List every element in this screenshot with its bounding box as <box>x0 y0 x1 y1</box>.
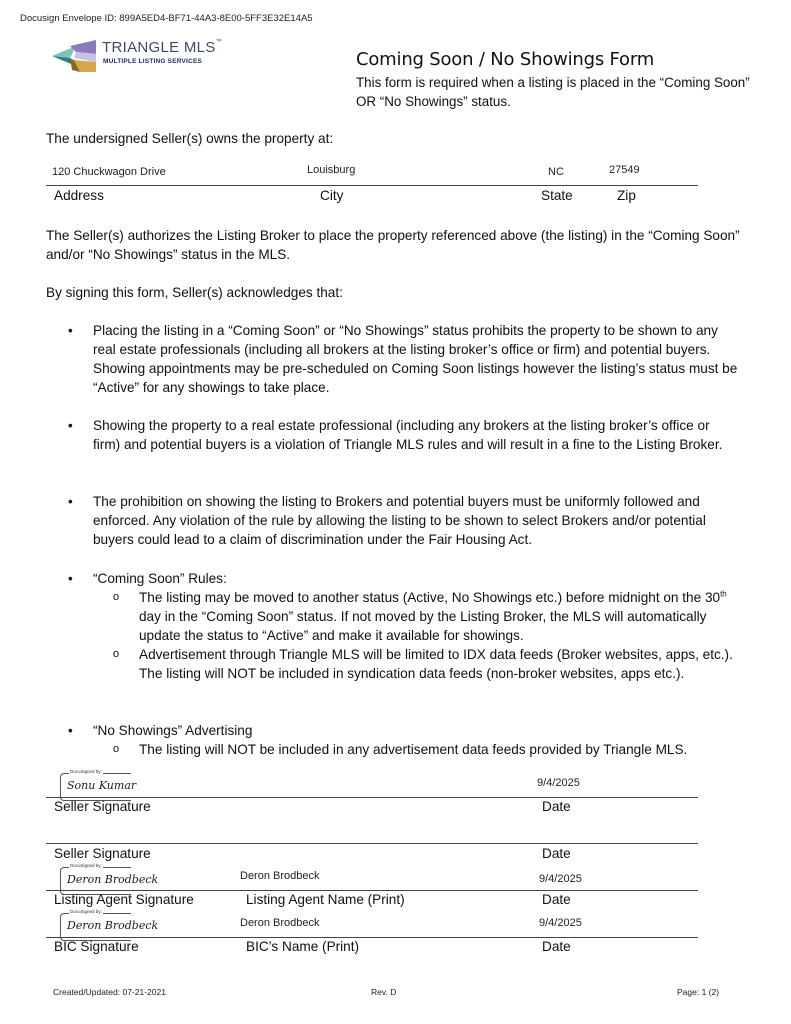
state-value[interactable]: NC <box>548 166 564 178</box>
logo-title: TRIANGLE MLS™ <box>102 39 222 56</box>
bic-signature-field[interactable]: DocuSigned by: Deron Brodbeck <box>60 913 131 941</box>
city-label: City <box>320 188 344 203</box>
bic-date-label: Date <box>542 939 571 954</box>
form-title: Coming Soon / No Showings Form <box>356 49 655 70</box>
listing-agent-name-label: Listing Agent Name (Print) <box>246 892 405 907</box>
footer-created: Created/Updated: 07-21-2021 <box>53 987 166 997</box>
zip-label: Zip <box>617 188 636 203</box>
seller-signature: Sonu Kumar <box>67 779 137 792</box>
circle-bullet-icon: o <box>113 743 120 755</box>
zip-value[interactable]: 27549 <box>609 164 640 176</box>
bic-name-label: BIC’s Name (Print) <box>246 939 360 954</box>
authorization-text: The Seller(s) authorizes the Listing Broker to place the property referenced above (the listing) in the “Coming Soon” and/or “No Showings” status in the MLS. <box>46 228 740 262</box>
bullet-icon: • <box>68 494 73 509</box>
docusign-envelope-id: Docusign Envelope ID: 899A5ED4-BF71-44A3-8E00-5FF3E32E14A5 <box>20 13 313 24</box>
address-label: Address <box>54 188 104 203</box>
listing-agent-signature-label: Listing Agent Signature <box>54 892 194 907</box>
seller-signature-rule <box>46 797 698 798</box>
seller2-signature-label: Seller Signature <box>54 846 151 861</box>
listing-agent-signature: Deron Brodbeck <box>67 873 159 886</box>
bullet-icon: • <box>68 418 73 433</box>
bic-rule <box>46 937 698 938</box>
form-subtitle: This form is required when a listing is placed in the “Coming Soon” OR “No Showings” status. <box>356 75 750 109</box>
circle-bullet-icon: o <box>113 648 120 660</box>
logo-subtitle: MULTIPLE LISTING SERVICES <box>103 58 203 65</box>
seller-date-label: Date <box>542 799 571 814</box>
address-value[interactable]: 120 Chuckwagon Drive <box>52 166 166 178</box>
seller2-signature-rule[interactable] <box>46 843 698 844</box>
circle-bullet-icon: o <box>113 591 120 603</box>
listing-agent-date-value[interactable]: 9/4/2025 <box>539 873 582 885</box>
city-value[interactable]: Louisburg <box>307 164 356 176</box>
listing-agent-name-value[interactable]: Deron Brodbeck <box>240 870 320 882</box>
bullet-icon: • <box>68 323 73 338</box>
triangle-mls-logo-icon <box>52 38 100 74</box>
property-intro: The undersigned Seller(s) owns the property at: <box>46 131 334 146</box>
acknowledge-intro: By signing this form, Seller(s) acknowledges that: <box>46 285 343 300</box>
bullet-icon: • <box>68 723 73 738</box>
listing-agent-signature-field[interactable]: DocuSigned by: Deron Brodbeck <box>60 867 131 895</box>
bic-name-value[interactable]: Deron Brodbeck <box>240 917 320 929</box>
seller-date-value[interactable]: 9/4/2025 <box>537 777 580 789</box>
state-label: State <box>541 188 573 203</box>
bic-signature-label: BIC Signature <box>54 939 139 954</box>
bullet-icon: • <box>68 571 73 586</box>
footer-page: Page: 1 (2) <box>677 987 720 997</box>
seller-signature-label: Seller Signature <box>54 799 151 814</box>
property-rule <box>46 185 698 186</box>
seller2-date-label: Date <box>542 846 571 861</box>
listing-agent-rule <box>46 890 698 891</box>
seller-signature-field[interactable]: DocuSigned by: Sonu Kumar <box>60 773 131 801</box>
footer-revision: Rev. D <box>371 987 397 997</box>
bic-signature: Deron Brodbeck <box>67 919 159 932</box>
listing-agent-date-label: Date <box>542 892 571 907</box>
bic-date-value[interactable]: 9/4/2025 <box>539 917 582 929</box>
